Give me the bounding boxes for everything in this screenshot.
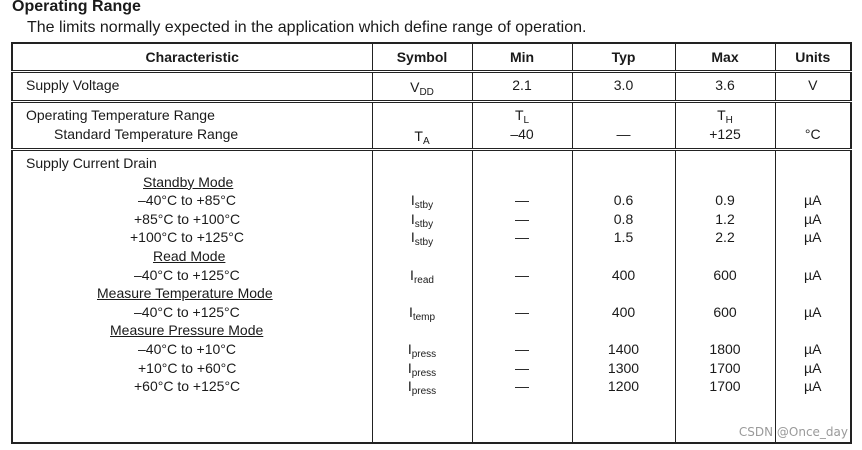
- section-title: Operating Range: [12, 0, 141, 15]
- max-cell: 3.6: [675, 72, 775, 102]
- header-characteristic: Characteristic: [12, 43, 372, 72]
- range-label: +10°C to +60°C: [138, 359, 237, 376]
- range-label: +85°C to +100°C: [134, 210, 241, 227]
- table-header-row: [12, 43, 851, 72]
- symbol-istby: $I_{stby}$: [410, 229, 434, 249]
- typ-cell: 0.6 0.8 1.5 400 400 1400 1300 1200: [572, 150, 675, 444]
- symbol-istby: $I_{stby}$: [410, 210, 434, 230]
- range-label: +100°C to +125°C: [130, 229, 244, 246]
- symbol-ipress: $I_{press}$: [407, 340, 437, 360]
- characteristic-cell: [12, 150, 372, 444]
- min-cell: — — — — — — — —: [472, 150, 572, 444]
- standard-temp-label: Standard Temperature Range: [54, 125, 239, 142]
- standby-mode-label: Standby Mode: [143, 173, 234, 190]
- header-typ: Typ: [572, 43, 675, 72]
- symbol-iread: $I_{read}$: [410, 266, 434, 286]
- measure-pressure-mode-label: Measure Pressure Mode: [110, 322, 264, 339]
- symbol-vdd: $V_{DD}$: [410, 79, 434, 98]
- header-symbol: Symbol: [372, 43, 472, 72]
- measure-temp-mode-label: Measure Temperature Mode: [97, 285, 273, 302]
- units-cell: µA µA µA µA µA µA µA µA: [775, 150, 851, 444]
- min-cell: $T_L$ –40: [472, 102, 572, 150]
- table-row: [12, 72, 851, 102]
- max-cell: $T_H$ +125: [675, 102, 775, 150]
- table-row: [12, 150, 851, 444]
- operating-range-table: [11, 42, 852, 444]
- typ-cell: —: [572, 102, 675, 150]
- min-tl-label: $T_L$: [514, 107, 530, 126]
- read-mode-label: Read Mode: [153, 247, 226, 264]
- section-subtitle: The limits normally expected in the application which define range of operation.: [27, 19, 587, 36]
- header-max: Max: [675, 43, 775, 72]
- symbol-itemp: $I_{temp}$: [408, 303, 436, 323]
- units-cell: V: [775, 72, 851, 102]
- header-min: Min: [472, 43, 572, 72]
- max-cell: 0.9 1.2 2.2 600 600 1800 1700 1700: [675, 150, 775, 444]
- supply-current-label: Supply Current Drain: [26, 155, 157, 171]
- range-label: –40°C to +85°C: [138, 192, 236, 209]
- supply-voltage-label: Supply Voltage: [26, 77, 120, 93]
- table-row: [12, 102, 851, 150]
- operating-temp-label: Operating Temperature Range: [26, 107, 215, 123]
- symbol-cell: [372, 150, 472, 444]
- range-label: +60°C to +125°C: [134, 378, 241, 395]
- symbol-cell: [372, 72, 472, 102]
- symbol-istby: $I_{stby}$: [410, 192, 434, 212]
- header-units: Units: [775, 43, 851, 72]
- min-cell: 2.1: [472, 72, 572, 102]
- range-label: –40°C to +10°C: [138, 340, 236, 357]
- max-th-label: $T_H$: [717, 107, 733, 126]
- symbol-ta: $T_A$: [414, 128, 430, 147]
- watermark-text: CSDN @Once_day: [738, 425, 848, 439]
- range-label: –40°C to +125°C: [134, 303, 240, 320]
- typ-cell: 3.0: [572, 72, 675, 102]
- range-label: –40°C to +125°C: [134, 266, 240, 283]
- units-cell: °C: [775, 102, 851, 150]
- symbol-ipress: $I_{press}$: [407, 359, 437, 379]
- symbol-ipress: $I_{press}$: [407, 378, 437, 398]
- characteristic-cell: [12, 102, 372, 150]
- characteristic-cell: [12, 72, 372, 102]
- symbol-cell: [372, 102, 472, 150]
